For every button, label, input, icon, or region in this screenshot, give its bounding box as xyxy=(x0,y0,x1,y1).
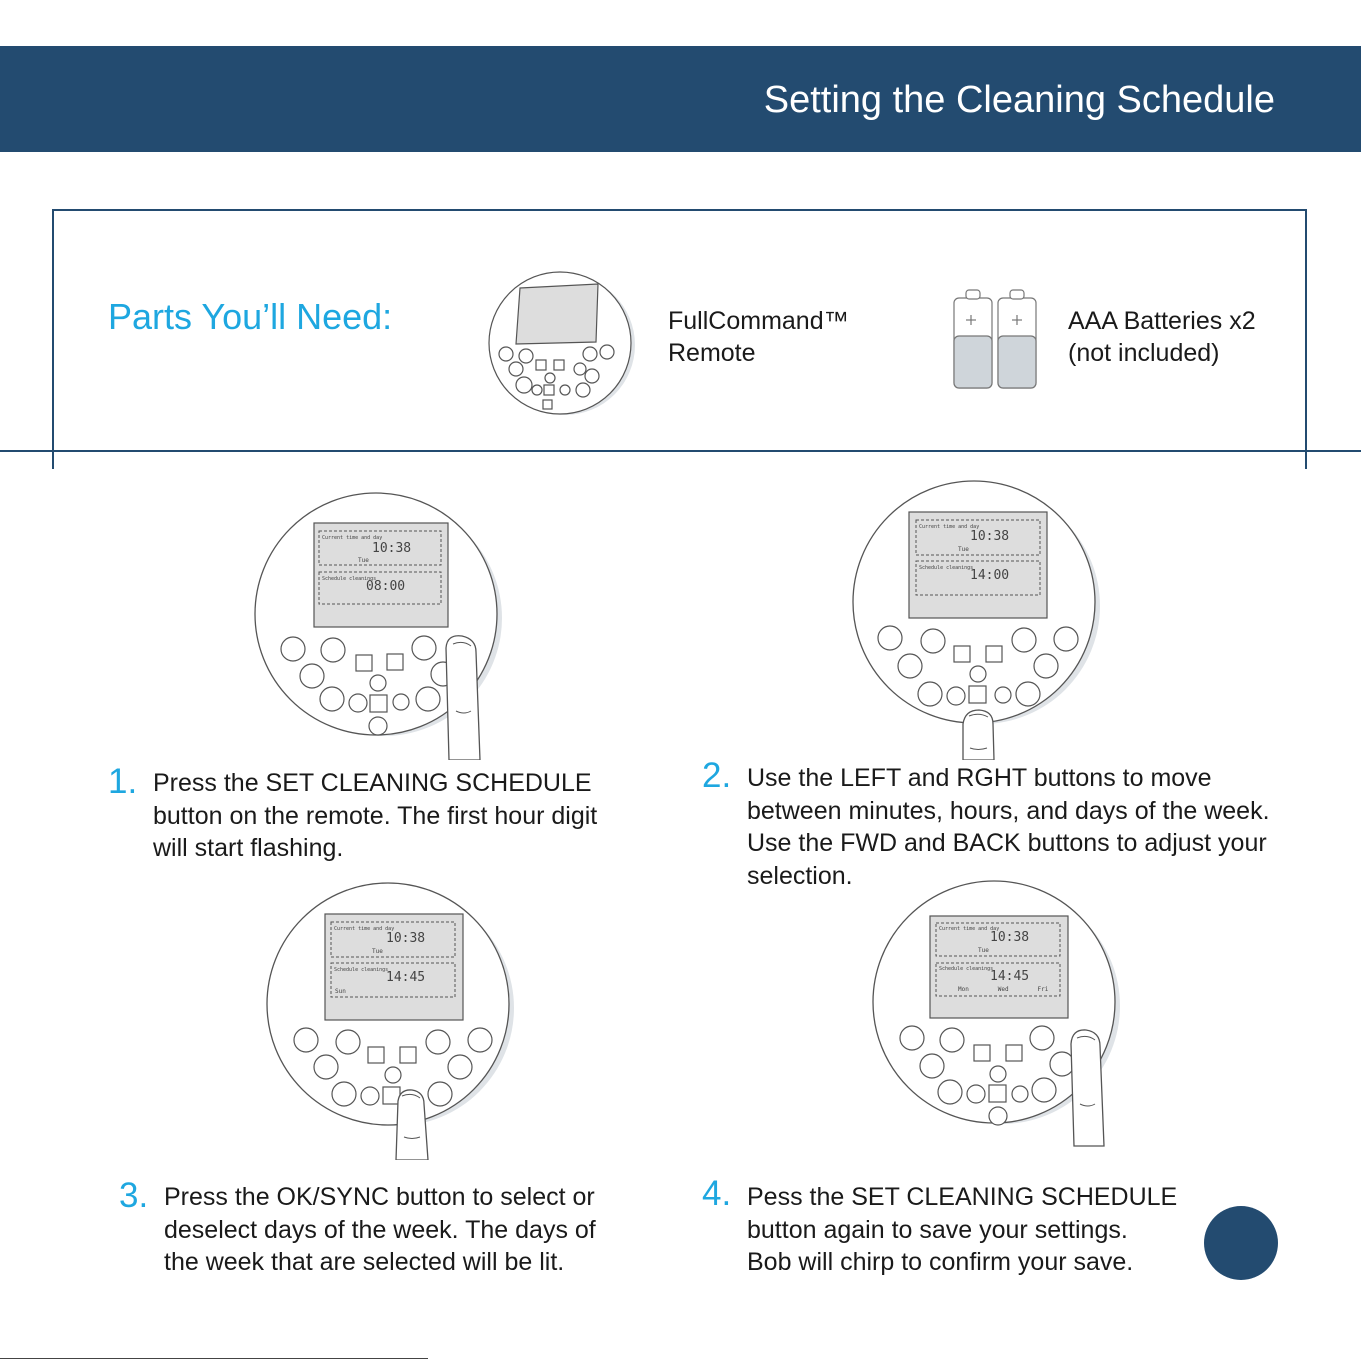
screen-text: 10:38 xyxy=(990,930,1030,945)
screen-text: Tue xyxy=(978,947,989,954)
remote-icon xyxy=(486,266,638,420)
part-label-batteries: AAA Batteries x2 (not included) xyxy=(1068,307,1256,367)
screen-day: Tue xyxy=(358,557,369,564)
screen-text: Schedule cleanings xyxy=(919,565,974,571)
remote-step-3 xyxy=(262,880,524,1160)
step-4-text: Pess the SET CLEANING SCHEDULE button again to save your settings. Bob will chirp to confirm your save. xyxy=(747,1183,1178,1276)
step-2-number: 2. xyxy=(702,756,732,795)
screen-text: Current time and day xyxy=(939,926,1000,932)
step-1-number: 1. xyxy=(108,762,138,801)
step-3-number: 3. xyxy=(119,1176,149,1215)
remote-step-2 xyxy=(848,478,1110,760)
screen-label-bottom: Schedule cleanings xyxy=(322,576,377,582)
screen-text: 14:45 xyxy=(386,970,426,985)
header-bar xyxy=(0,46,1361,152)
step-4-number: 4. xyxy=(702,1174,732,1213)
remote-step-1 xyxy=(250,490,512,760)
screen-text: Tue xyxy=(372,948,383,955)
remote-step-4 xyxy=(868,878,1130,1150)
footer-line xyxy=(0,1358,428,1359)
battery-icon xyxy=(948,286,1044,392)
step-3 xyxy=(164,1181,684,1279)
step-2 xyxy=(747,762,1307,892)
screen-text: Schedule cleanings xyxy=(334,967,389,973)
step-4 xyxy=(747,1181,1207,1279)
screen-text: 14:00 xyxy=(970,568,1010,583)
screen-label-top: Current time and day xyxy=(322,535,383,541)
screen-text: Schedule cleanings xyxy=(939,966,994,972)
screen-text: Current time and day xyxy=(334,926,395,932)
parts-divider xyxy=(0,450,1361,452)
screen-schedule: 08:00 xyxy=(366,579,406,594)
page-title: Setting the Cleaning Schedule xyxy=(763,79,1275,121)
screen-text: Sun xyxy=(335,988,346,995)
screen-time: 10:38 xyxy=(372,541,412,556)
screen-text: Current time and day xyxy=(919,524,980,530)
step-1-text: Press the SET CLEANING SCHEDULE button on the remote. The first hour digit will start flashing. xyxy=(153,769,598,862)
parts-title: Parts You’ll Need: xyxy=(108,296,393,337)
step-3-text: Press the OK/SYNC button to select or deselect days of the week. The days of the week that are selected will be lit. xyxy=(164,1183,596,1276)
screen-text: 10:38 xyxy=(970,529,1010,544)
screen-text: Mon Wed Fri xyxy=(958,986,1049,993)
screen-text: 14:45 xyxy=(990,969,1030,984)
part-label-remote: FullCommand™ Remote xyxy=(668,307,849,367)
screen-text: Tue xyxy=(958,546,969,553)
page-marker xyxy=(1204,1206,1278,1280)
step-1 xyxy=(153,767,673,865)
step-2-text: Use the LEFT and RGHT buttons to move between minutes, hours, and days of the week. Use the FWD and BACK buttons to adjust your selection. xyxy=(747,764,1270,890)
screen-text: 10:38 xyxy=(386,931,426,946)
